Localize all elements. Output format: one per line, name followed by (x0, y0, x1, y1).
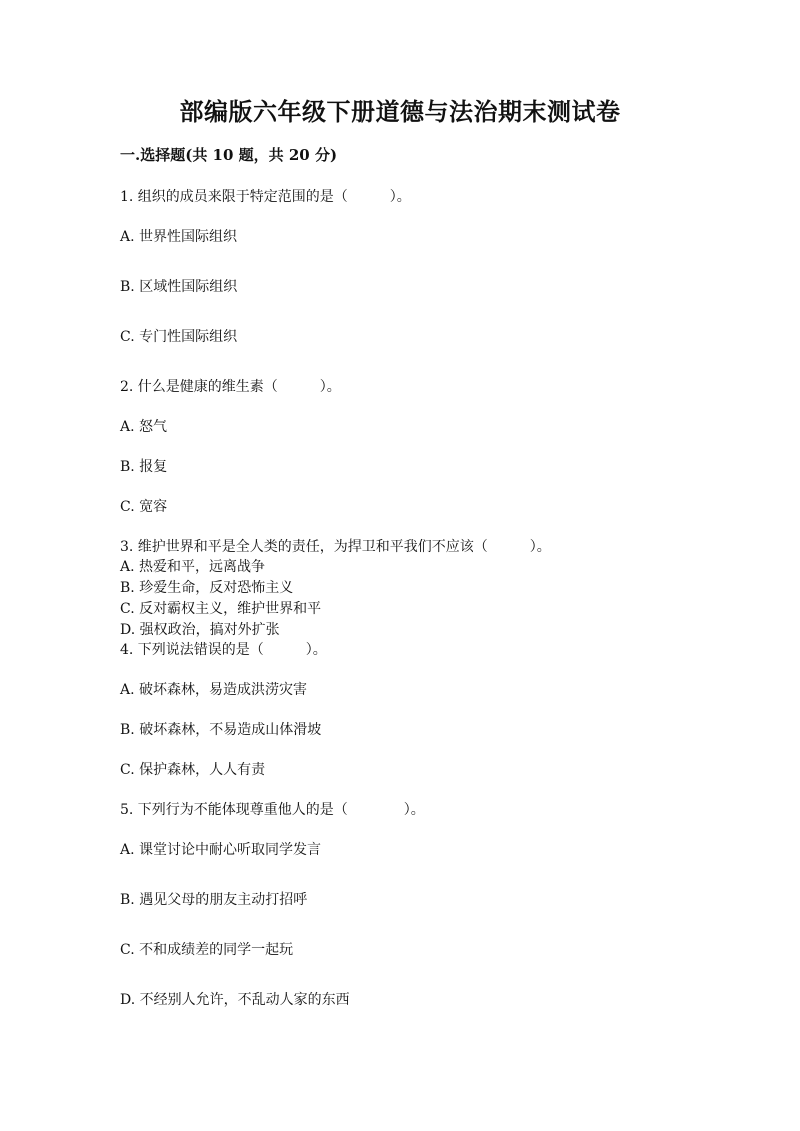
q4-option-a: A. 破坏森林，易造成洪涝灾害 (120, 682, 308, 698)
q4-option-b: B. 破坏森林，不易造成山体滑坡 (120, 722, 322, 738)
section-heading: 一.选择题(共 10 题，共 20 分) (120, 146, 338, 164)
q3-option-c: C. 反对霸权主义，维护世界和平 (120, 601, 322, 617)
q5-option-c: C. 不和成绩差的同学一起玩 (120, 942, 294, 958)
question-5: 5. 下列行为不能体现尊重他人的是（ ）。 (120, 802, 425, 818)
q1-option-b: B. 区域性国际组织 (120, 279, 238, 295)
q3-option-a: A. 热爱和平，远离战争 (120, 559, 266, 575)
q2-option-a: A. 怒气 (120, 419, 168, 435)
q3-option-d: D. 强权政治，搞对外扩张 (120, 622, 280, 638)
question-1: 1. 组织的成员来限于特定范围的是（ ）。 (120, 189, 411, 205)
question-3: 3. 维护世界和平是全人类的责任，为捍卫和平我们不应该（ ）。 (120, 539, 551, 555)
page-title: 部编版六年级下册道德与法治期末测试卷 (179, 97, 621, 126)
q5-option-d: D. 不经别人允许，不乱动人家的东西 (120, 992, 350, 1008)
q5-option-a: A. 课堂讨论中耐心听取同学发言 (120, 842, 322, 858)
q2-option-c: C. 宽容 (120, 499, 168, 515)
question-2: 2. 什么是健康的维生素（ ）。 (120, 379, 341, 395)
q1-option-a: A. 世界性国际组织 (120, 229, 238, 245)
q3-option-b: B. 珍爱生命，反对恐怖主义 (120, 580, 294, 596)
q2-option-b: B. 报复 (120, 459, 168, 475)
q4-option-c: C. 保护森林，人人有责 (120, 762, 266, 778)
question-4: 4. 下列说法错误的是（ ）。 (120, 642, 327, 658)
q5-option-b: B. 遇见父母的朋友主动打招呼 (120, 892, 308, 908)
q1-option-c: C. 专门性国际组织 (120, 329, 238, 345)
